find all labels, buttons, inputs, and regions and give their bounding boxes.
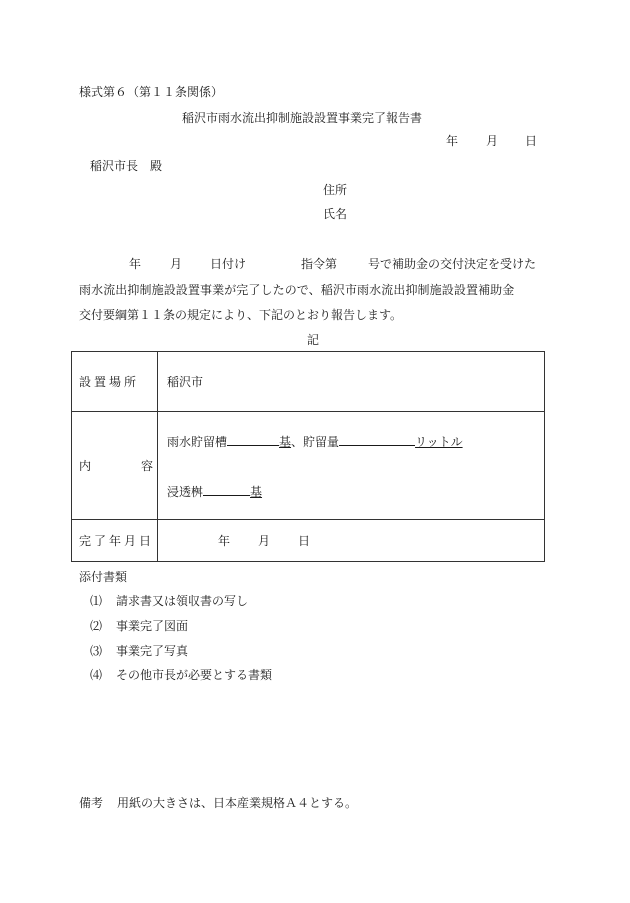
- content-label-left: 内: [79, 459, 92, 473]
- infiltration-label: 浸透桝: [167, 485, 204, 499]
- item-text: 事業完了写真: [116, 644, 189, 658]
- document-title: 稲沢市雨水流出抑制施設設置事業完了報告書: [182, 111, 423, 125]
- completion-label: 完了年月日: [79, 534, 155, 548]
- item-number: ⑴: [90, 594, 103, 608]
- attachments-heading: 添付書類: [79, 570, 128, 584]
- form-number: 様式第６（第１１条関係）: [79, 85, 224, 99]
- addressee: 稲沢市長 殿: [90, 159, 163, 173]
- note-text: 用紙の大きさは、日本産業規格Ａ４とする。: [117, 796, 358, 810]
- infiltration-line: [167, 484, 262, 498]
- table-divider-vertical: [157, 352, 158, 561]
- table-divider-2: [72, 519, 544, 520]
- tank-count-field[interactable]: [227, 434, 279, 446]
- capacity-unit: リットル: [415, 435, 463, 449]
- report-table: [71, 351, 545, 562]
- body-month: 月: [170, 257, 183, 271]
- note-label: 備考: [79, 796, 104, 810]
- completion-day: 日: [298, 534, 311, 548]
- location-value: 稲沢市: [167, 375, 204, 389]
- list-item: [90, 669, 272, 681]
- address-label: 住所: [323, 183, 348, 197]
- item-text: 事業完了図面: [116, 619, 189, 633]
- completion-month: 月: [258, 534, 271, 548]
- completion-year: 年: [218, 534, 231, 548]
- list-item: [90, 595, 248, 607]
- table-divider-1: [72, 411, 544, 412]
- tank-unit: 基: [279, 435, 292, 449]
- body-date-suffix: 日付け: [210, 257, 247, 271]
- item-text: 請求書又は領収書の写し: [116, 594, 249, 608]
- tank-label: 雨水貯留槽: [167, 435, 228, 449]
- list-item: [90, 620, 188, 632]
- location-label: 設置場所: [79, 375, 140, 389]
- body-directive: 指令第: [301, 257, 338, 271]
- content-label-right: 容: [141, 459, 154, 473]
- list-item: [90, 645, 188, 657]
- tank-line: [167, 434, 463, 448]
- body-rest: 号で補助金の交付決定を受けた: [368, 257, 537, 271]
- body-line-3: 交付要綱第１１条の規定により、下記のとおり報告します。: [79, 308, 403, 322]
- body-line-2: 雨水流出抑制施設設置事業が完了したので、稲沢市雨水流出抑制施設設置補助金: [79, 283, 515, 297]
- capacity-field[interactable]: [339, 434, 415, 446]
- date-day: 日: [525, 134, 538, 148]
- date-month: 月: [486, 134, 499, 148]
- infiltration-unit: 基: [250, 485, 263, 499]
- item-number: ⑷: [90, 668, 103, 682]
- item-number: ⑶: [90, 644, 103, 658]
- note: [79, 797, 357, 809]
- body-year: 年: [129, 257, 142, 271]
- capacity-label: 、貯留量: [291, 435, 340, 449]
- name-label: 氏名: [323, 207, 348, 221]
- ki-heading: 記: [307, 333, 320, 347]
- date-year: 年: [446, 134, 459, 148]
- item-text: その他市長が必要とする書類: [116, 668, 273, 682]
- infiltration-count-field[interactable]: [203, 484, 250, 496]
- item-number: ⑵: [90, 619, 103, 633]
